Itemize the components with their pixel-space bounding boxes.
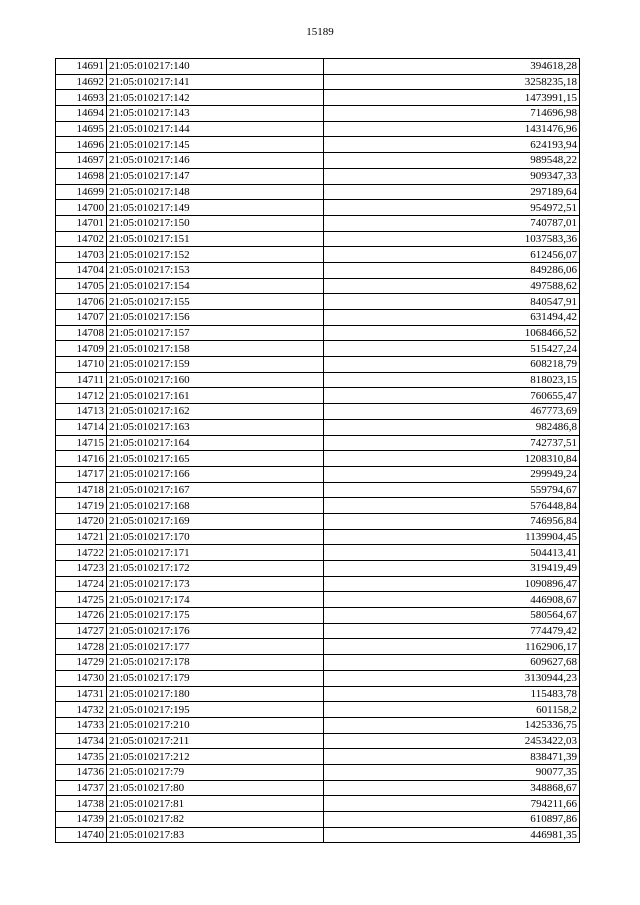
cadastral-value: 760655,47 xyxy=(324,388,580,404)
table-row xyxy=(56,482,580,498)
table-row xyxy=(56,215,580,231)
row-number: 14739 xyxy=(56,812,107,828)
cadastral-value: 609627,68 xyxy=(324,655,580,671)
cadastral-value: 348868,67 xyxy=(324,780,580,796)
cadastral-number: 21:05:010217:83 xyxy=(107,827,324,843)
table-row xyxy=(56,168,580,184)
cadastral-value: 794211,66 xyxy=(324,796,580,812)
cadastral-number: 21:05:010217:172 xyxy=(107,561,324,577)
cadastral-number: 21:05:010217:178 xyxy=(107,655,324,671)
cadastral-value: 446981,35 xyxy=(324,827,580,843)
row-number: 14713 xyxy=(56,404,107,420)
table-row xyxy=(56,655,580,671)
table-row xyxy=(56,827,580,843)
row-number: 14712 xyxy=(56,388,107,404)
cadastral-value: 849286,06 xyxy=(324,262,580,278)
row-number: 14702 xyxy=(56,231,107,247)
cadastral-number: 21:05:010217:145 xyxy=(107,137,324,153)
table-row xyxy=(56,90,580,106)
row-number: 14718 xyxy=(56,482,107,498)
cadastral-value: 559794,67 xyxy=(324,482,580,498)
row-number: 14699 xyxy=(56,184,107,200)
table-row xyxy=(56,357,580,373)
cadastral-number: 21:05:010217:81 xyxy=(107,796,324,812)
cadastral-number: 21:05:010217:152 xyxy=(107,247,324,263)
table-row xyxy=(56,294,580,310)
row-number: 14722 xyxy=(56,545,107,561)
cadastral-value: 319419,49 xyxy=(324,561,580,577)
row-number: 14733 xyxy=(56,717,107,733)
table-row xyxy=(56,278,580,294)
row-number: 14736 xyxy=(56,764,107,780)
row-number: 14693 xyxy=(56,90,107,106)
cadastral-value: 774479,42 xyxy=(324,623,580,639)
table-row xyxy=(56,749,580,765)
cadastral-value: 1425336,75 xyxy=(324,717,580,733)
table-row xyxy=(56,200,580,216)
cadastral-number: 21:05:010217:141 xyxy=(107,74,324,90)
cadastral-number: 21:05:010217:171 xyxy=(107,545,324,561)
row-number: 14710 xyxy=(56,357,107,373)
cadastral-number: 21:05:010217:149 xyxy=(107,200,324,216)
cadastral-value: 467773,69 xyxy=(324,404,580,420)
table-row xyxy=(56,561,580,577)
cadastral-number: 21:05:010217:79 xyxy=(107,764,324,780)
cadastral-number: 21:05:010217:179 xyxy=(107,670,324,686)
cadastral-number: 21:05:010217:157 xyxy=(107,325,324,341)
cadastral-value: 1037583,36 xyxy=(324,231,580,247)
cadastral-number: 21:05:010217:176 xyxy=(107,623,324,639)
table-row xyxy=(56,404,580,420)
cadastral-number: 21:05:010217:170 xyxy=(107,529,324,545)
table-row xyxy=(56,498,580,514)
table-row xyxy=(56,137,580,153)
table-row xyxy=(56,513,580,529)
cadastral-number: 21:05:010217:159 xyxy=(107,357,324,373)
row-number: 14694 xyxy=(56,106,107,122)
table-row xyxy=(56,529,580,545)
cadastral-number: 21:05:010217:80 xyxy=(107,780,324,796)
row-number: 14719 xyxy=(56,498,107,514)
table-row xyxy=(56,733,580,749)
cadastral-value: 1139904,45 xyxy=(324,529,580,545)
cadastral-number: 21:05:010217:153 xyxy=(107,262,324,278)
cadastral-value: 624193,94 xyxy=(324,137,580,153)
table-row xyxy=(56,545,580,561)
cadastral-value: 954972,51 xyxy=(324,200,580,216)
table-row xyxy=(56,184,580,200)
table-row xyxy=(56,247,580,263)
cadastral-number: 21:05:010217:167 xyxy=(107,482,324,498)
cadastral-number: 21:05:010217:169 xyxy=(107,513,324,529)
cadastral-value: 299949,24 xyxy=(324,466,580,482)
cadastral-value: 3258235,18 xyxy=(324,74,580,90)
table-row xyxy=(56,341,580,357)
table-row xyxy=(56,419,580,435)
table-row xyxy=(56,466,580,482)
cadastral-value: 297189,64 xyxy=(324,184,580,200)
row-number: 14740 xyxy=(56,827,107,843)
cadastral-number: 21:05:010217:140 xyxy=(107,59,324,75)
row-number: 14728 xyxy=(56,639,107,655)
cadastral-value: 631494,42 xyxy=(324,310,580,326)
row-number: 14723 xyxy=(56,561,107,577)
table-row xyxy=(56,686,580,702)
cadastral-number: 21:05:010217:150 xyxy=(107,215,324,231)
table-row xyxy=(56,780,580,796)
cadastral-number: 21:05:010217:154 xyxy=(107,278,324,294)
cadastral-value: 601158,2 xyxy=(324,702,580,718)
table-row xyxy=(56,639,580,655)
row-number: 14691 xyxy=(56,59,107,75)
row-number: 14701 xyxy=(56,215,107,231)
table-row xyxy=(56,764,580,780)
row-number: 14738 xyxy=(56,796,107,812)
row-number: 14709 xyxy=(56,341,107,357)
table-row xyxy=(56,372,580,388)
table-row xyxy=(56,74,580,90)
cadastral-number: 21:05:010217:143 xyxy=(107,106,324,122)
cadastral-value: 580564,67 xyxy=(324,608,580,624)
cadastral-value: 1068466,52 xyxy=(324,325,580,341)
cadastral-number: 21:05:010217:147 xyxy=(107,168,324,184)
table-row xyxy=(56,435,580,451)
cadastral-number: 21:05:010217:177 xyxy=(107,639,324,655)
cadastral-number: 21:05:010217:173 xyxy=(107,576,324,592)
row-number: 14705 xyxy=(56,278,107,294)
table-row xyxy=(56,576,580,592)
row-number: 14726 xyxy=(56,608,107,624)
cadastral-number: 21:05:010217:175 xyxy=(107,608,324,624)
cadastral-number: 21:05:010217:161 xyxy=(107,388,324,404)
row-number: 14737 xyxy=(56,780,107,796)
row-number: 14711 xyxy=(56,372,107,388)
cadastral-value: 1208310,84 xyxy=(324,451,580,467)
row-number: 14734 xyxy=(56,733,107,749)
table-row xyxy=(56,623,580,639)
cadastral-value: 497588,62 xyxy=(324,278,580,294)
row-number: 14714 xyxy=(56,419,107,435)
cadastral-value: 982486,8 xyxy=(324,419,580,435)
row-number: 14727 xyxy=(56,623,107,639)
cadastral-number: 21:05:010217:160 xyxy=(107,372,324,388)
row-number: 14703 xyxy=(56,247,107,263)
cadastral-number: 21:05:010217:142 xyxy=(107,90,324,106)
row-number: 14704 xyxy=(56,262,107,278)
row-number: 14708 xyxy=(56,325,107,341)
cadastral-value: 446908,67 xyxy=(324,592,580,608)
row-number: 14720 xyxy=(56,513,107,529)
table-row xyxy=(56,59,580,75)
table-row xyxy=(56,262,580,278)
cadastral-value: 742737,51 xyxy=(324,435,580,451)
cadastral-value: 115483,78 xyxy=(324,686,580,702)
cadastral-value: 818023,15 xyxy=(324,372,580,388)
row-number: 14729 xyxy=(56,655,107,671)
table-row xyxy=(56,121,580,137)
table-row xyxy=(56,796,580,812)
row-number: 14695 xyxy=(56,121,107,137)
cadastral-number: 21:05:010217:163 xyxy=(107,419,324,435)
cadastral-number: 21:05:010217:164 xyxy=(107,435,324,451)
cadastral-number: 21:05:010217:211 xyxy=(107,733,324,749)
table-row xyxy=(56,388,580,404)
row-number: 14717 xyxy=(56,466,107,482)
cadastral-value: 1162906,17 xyxy=(324,639,580,655)
table-row xyxy=(56,592,580,608)
row-number: 14700 xyxy=(56,200,107,216)
cadastral-number: 21:05:010217:212 xyxy=(107,749,324,765)
cadastral-value-table xyxy=(55,58,580,843)
row-number: 14706 xyxy=(56,294,107,310)
row-number: 14696 xyxy=(56,137,107,153)
cadastral-number: 21:05:010217:151 xyxy=(107,231,324,247)
cadastral-number: 21:05:010217:195 xyxy=(107,702,324,718)
cadastral-value: 394618,28 xyxy=(324,59,580,75)
cadastral-number: 21:05:010217:174 xyxy=(107,592,324,608)
cadastral-value: 608218,79 xyxy=(324,357,580,373)
cadastral-number: 21:05:010217:146 xyxy=(107,153,324,169)
row-number: 14735 xyxy=(56,749,107,765)
cadastral-number: 21:05:010217:162 xyxy=(107,404,324,420)
cadastral-number: 21:05:010217:158 xyxy=(107,341,324,357)
cadastral-value: 840547,91 xyxy=(324,294,580,310)
row-number: 14707 xyxy=(56,310,107,326)
table-row xyxy=(56,702,580,718)
table-row xyxy=(56,325,580,341)
table-row xyxy=(56,153,580,169)
cadastral-value: 576448,84 xyxy=(324,498,580,514)
row-number: 14721 xyxy=(56,529,107,545)
table-row xyxy=(56,451,580,467)
row-number: 14715 xyxy=(56,435,107,451)
table-row xyxy=(56,310,580,326)
cadastral-number: 21:05:010217:144 xyxy=(107,121,324,137)
cadastral-value: 746956,84 xyxy=(324,513,580,529)
cadastral-number: 21:05:010217:156 xyxy=(107,310,324,326)
cadastral-number: 21:05:010217:82 xyxy=(107,812,324,828)
table-row xyxy=(56,812,580,828)
cadastral-number: 21:05:010217:168 xyxy=(107,498,324,514)
cadastral-value: 1473991,15 xyxy=(324,90,580,106)
cadastral-value: 714696,98 xyxy=(324,106,580,122)
cadastral-value: 515427,24 xyxy=(324,341,580,357)
cadastral-value: 740787,01 xyxy=(324,215,580,231)
cadastral-number: 21:05:010217:166 xyxy=(107,466,324,482)
row-number: 14731 xyxy=(56,686,107,702)
table-row xyxy=(56,670,580,686)
row-number: 14697 xyxy=(56,153,107,169)
page-number: 15189 xyxy=(306,26,334,38)
cadastral-value: 1431476,96 xyxy=(324,121,580,137)
row-number: 14698 xyxy=(56,168,107,184)
table-body xyxy=(56,59,580,843)
table-row xyxy=(56,106,580,122)
cadastral-value: 610897,86 xyxy=(324,812,580,828)
table-row xyxy=(56,608,580,624)
table-row xyxy=(56,231,580,247)
cadastral-number: 21:05:010217:180 xyxy=(107,686,324,702)
row-number: 14716 xyxy=(56,451,107,467)
cadastral-number: 21:05:010217:210 xyxy=(107,717,324,733)
cadastral-value: 504413,41 xyxy=(324,545,580,561)
cadastral-value: 989548,22 xyxy=(324,153,580,169)
cadastral-value: 909347,33 xyxy=(324,168,580,184)
row-number: 14725 xyxy=(56,592,107,608)
cadastral-number: 21:05:010217:155 xyxy=(107,294,324,310)
cadastral-number: 21:05:010217:165 xyxy=(107,451,324,467)
row-number: 14692 xyxy=(56,74,107,90)
row-number: 14724 xyxy=(56,576,107,592)
table-row xyxy=(56,717,580,733)
cadastral-value: 838471,39 xyxy=(324,749,580,765)
cadastral-value: 3130944,23 xyxy=(324,670,580,686)
cadastral-value: 2453422,03 xyxy=(324,733,580,749)
row-number: 14732 xyxy=(56,702,107,718)
row-number: 14730 xyxy=(56,670,107,686)
cadastral-value: 1090896,47 xyxy=(324,576,580,592)
cadastral-value: 90077,35 xyxy=(324,764,580,780)
cadastral-number: 21:05:010217:148 xyxy=(107,184,324,200)
cadastral-value: 612456,07 xyxy=(324,247,580,263)
